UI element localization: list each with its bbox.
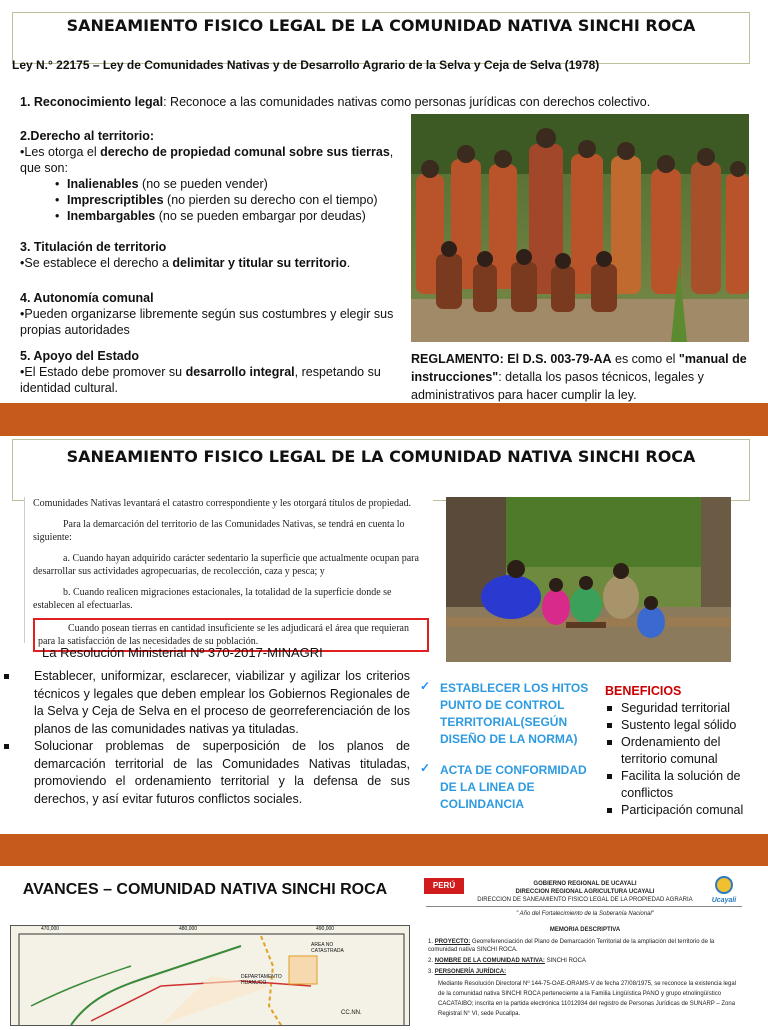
map-label: AREA NO CATASTRADA	[311, 942, 344, 954]
peru-logo: PERÚ	[424, 878, 464, 894]
section-4-heading: 4. Autonomía comunal	[20, 291, 154, 305]
memoria-descriptiva-document	[420, 872, 750, 1024]
section-autonomy: 4. Autonomía comunal •Pueden organizarse libremente según sus costumbres y elegir sus propias autoridades	[20, 291, 394, 337]
benefit-item: Sustento legal sólido	[605, 717, 765, 734]
milestones-checklist	[420, 680, 590, 825]
meeting-photo-illustration	[446, 497, 731, 662]
community-meeting-photo	[446, 497, 731, 662]
benefit-item: Ordenamiento del territorio comunal	[605, 734, 765, 768]
map-label: CC.NN.	[341, 1010, 362, 1016]
map-label: 490,000	[316, 926, 335, 932]
objective-item: Solucionar problemas de superposición de los planos de demarcación territorial de las Comunidades Nativas tituladas, promoviendo el ordenamiento territorial y la defensa de sus derechos, y así evitar futuros conflictos sociales.	[2, 738, 410, 808]
header-divider	[426, 906, 742, 907]
benefits-title: BENEFICIOS	[605, 684, 682, 698]
map-label: 480,000	[179, 926, 198, 932]
regulation-note: REGLAMENTO: El D.S. 003-79-AA es como el "manual de instrucciones": detalla los pasos técnicos, legales y administrativos para hacer cumplir la ley.	[411, 352, 747, 402]
section-state-support: 5. Apoyo del Estado •El Estado debe promover su desarrollo integral, respetando su identidad cultural.	[20, 349, 381, 395]
ucayali-emblem-icon	[710, 876, 738, 894]
milestone-item: ✓ ACTA DE CONFORMIDAD DE LA LINEA DE COLINDANCIA	[420, 762, 590, 813]
section-titling: 3. Titulación de territorio •Se establece el derecho a delimitar y titular su territorio.	[20, 240, 351, 270]
slide1-law: Ley N.° 22175 – Ley de Comunidades Nativas y de Desarrollo Agrario de la Selva y Ceja de Selva (1978)	[12, 58, 600, 72]
memoria-paragraph: Mediante Resolución Directoral Nº 144-75-OAE-ORAMS-V de fecha 27/08/1975, se reconoce la existencia legal de la comunidad nativa SINCHI ROCA perteneciente a la Familia Lingüística PANO y grupo etnolingüístico CACATAIBO; inscrita en la partida electrónica 11012934 del registro de Personas Jurídicas de SUNARP – Zona Registral N° VI, sede Pucallpa.	[438, 981, 737, 1017]
memoria-item: 3. PERSONERÍA JURÍDICA:	[428, 969, 507, 975]
slide2-title-text: SANEAMIENTO FISICO LEGAL DE LA COMUNIDAD NATIVA SINCHI ROCA	[66, 447, 696, 466]
ucayali-logo: Ucayali	[706, 876, 742, 904]
memoria-body	[428, 938, 743, 1019]
memoria-item: 2. NOMBRE DE LA COMUNIDAD NATIVA: SINCHI ROCA	[428, 958, 586, 964]
slide2-title	[12, 439, 750, 501]
benefit-item: Seguridad territorial	[605, 700, 765, 717]
territory-map	[10, 925, 410, 1026]
section-legal-recognition	[20, 94, 720, 110]
territory-property-item: • Inalienables (no se pueden vender)	[67, 176, 410, 192]
map-label: DEPARTAMENTO HUANUCO	[241, 974, 282, 986]
map-label: 470,000	[41, 926, 60, 932]
benefit-item: Facilita la solución de conflictos	[605, 768, 765, 802]
section-1-heading: 1. Reconocimiento legal	[20, 95, 164, 109]
section-2-heading: 2.Derecho al territorio:	[20, 129, 155, 143]
memoria-item: 1. PROYECTO: Georreferenciación del Plano de Demarcación Territorial de la ampliación del territorio de la comunidad nativa SINCHI ROCA.	[428, 939, 715, 953]
law-document-excerpt: Comunidades Nativas levantará el catastro correspondiente y les otorgará títulos de propiedad. Para la demarcación del territorio de las Comunidades Nativas, se tendrá en cuenta lo siguiente: a. Cuando hayan adquirido carácter sedentario la superficie que actualmente ocupan para desarrollar sus actividades agropecuarias, de recolección, caza y pesca; y b. Cuando realicen migraciones estacionales, la totalidad de la superficie donde se establecen al efectuarlas. Cuando posean tierras en cantidad insuficiente se les adjudicará el área que requieran para la satisfacción de las necesidades de su población.	[24, 497, 433, 643]
resolution-label: La Resolución Ministerial Nº 370-2017-MINAGRI	[42, 645, 323, 660]
year-motto: " Año del Fortalecimiento de la Soberanía Nacional"	[516, 911, 654, 917]
community-photo-illustration	[411, 114, 749, 342]
slide-separator-band	[0, 834, 768, 866]
territory-property-item: • Imprescriptibles (no pierden su derecho con el tiempo)	[67, 192, 410, 208]
slide3-title: AVANCES – COMUNIDAD NATIVA SINCHI ROCA	[22, 881, 388, 898]
section-territory-right: 2.Derecho al territorio: •Les otorga el derecho de propiedad comunal sobre sus tierras, que son: • Inalienables (no se pueden vender) • Imprescriptibles (no pierden su derecho con el tiempo) • Inembargables (no se pueden embargar por deudas)	[20, 128, 410, 224]
memoria-title: MEMORIA DESCRIPTIVA	[549, 927, 621, 933]
section-1-text: : Reconoce a las comunidades nativas como personas jurídicas con derechos colectivo.	[163, 95, 651, 109]
government-header: GOBIERNO REGIONAL DE UCAYALI DIRECCION REGIONAL AGRICULTURA UCAYALI DIRECCION DE SANEAMIENTO FISICO LEGAL DE LA PROPIEDAD AGRARIA	[477, 881, 693, 903]
slide1-title-text: SANEAMIENTO FISICO LEGAL DE LA COMUNIDAD NATIVA SINCHI ROCA	[66, 16, 696, 35]
slide-separator-band	[0, 403, 768, 436]
highlighted-clause: Cuando posean tierras en cantidad insuficiente se les adjudicará el área que requieran para la satisfacción de las necesidades de su población.	[33, 618, 429, 652]
resolution-objectives-list	[2, 668, 410, 808]
milestone-item: ✓ ESTABLECER LOS HITOS PUNTO DE CONTROL TERRITORIAL(SEGÚN DISEÑO DE LA NORMA)	[420, 680, 590, 748]
objective-item: Establecer, uniformizar, esclarecer, viabilizar y agilizar los criterios técnicos y legales que deben emplear los Gobiernos Regionales de la Selva y Ceja de Selva en el proceso de georreferenciación de los planos de las comunidades nativas ya tituladas.	[2, 668, 410, 738]
section-5-heading: 5. Apoyo del Estado	[20, 349, 140, 363]
benefits-panel	[605, 683, 765, 819]
benefit-item: Participación comunal	[605, 802, 765, 819]
section-3-heading: 3. Titulación de territorio	[20, 240, 167, 254]
community-group-photo	[411, 114, 749, 342]
territory-property-item: • Inembargables (no se pueden embargar por deudas)	[67, 208, 410, 224]
